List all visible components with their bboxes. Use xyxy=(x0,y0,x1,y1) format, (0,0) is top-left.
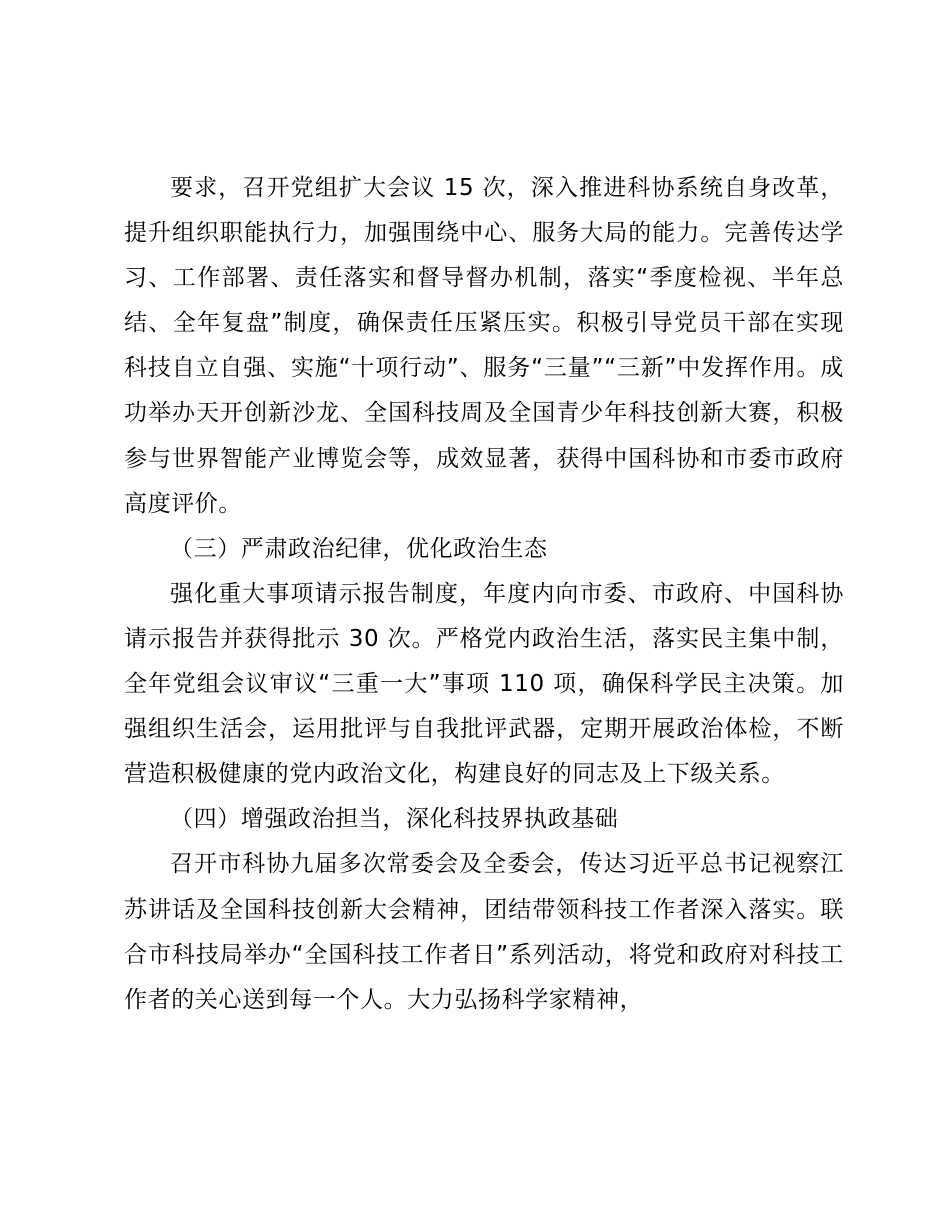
section-heading-4: （四）增强政治担当，深化科技界执政基础 xyxy=(170,806,619,833)
document-body xyxy=(124,166,844,1023)
body-paragraph: 强化重大事项请示报告制度，年度内向市委、市政府、中国科协请示报告并获得批示 30 次。严格党内政治生活，落实民主集中制，全年党组会议审议“三重一大”事项 110 项，确保科学民主决策。加强组织生活会，运用批评与自我批评武器，定期开展政治体检，不断营造积极健康的党内政治文化，构建良好的同志及上下级关系。 xyxy=(124,580,844,788)
body-paragraph: 要求，召开党组扩大会议 15 次，深入推进科协系统自身改革，提升组织职能执行力，加强围绕中心、服务大局的能力。完善传达学习、工作部署、责任落实和督导督办机制，落实“季度检视、半年总结、全年复盘”制度，确保责任压紧压实。积极引导党员干部在实现科技自立自强、实施“十项行动”、服务“三量”“三新”中发挥作用。成功举办天开创新沙龙、全国科技周及全国青少年科技创新大赛，积极参与世界智能产业博览会等，成效显著，获得中国科协和市委市政府高度评价。 xyxy=(124,175,844,517)
section-heading-3: （三）严肃政治纪律，优化政治生态 xyxy=(170,535,548,562)
body-paragraph: 召开市科协九届多次常委会及全委会，传达习近平总书记视察江苏讲话及全国科技创新大会精神，团结带领科技工作者深入落实。联合市科技局举办“全国科技工作者日”系列活动，将党和政府对科技工作者的关心送到每一个人。大力弘扬科学家精神， xyxy=(124,851,844,1013)
